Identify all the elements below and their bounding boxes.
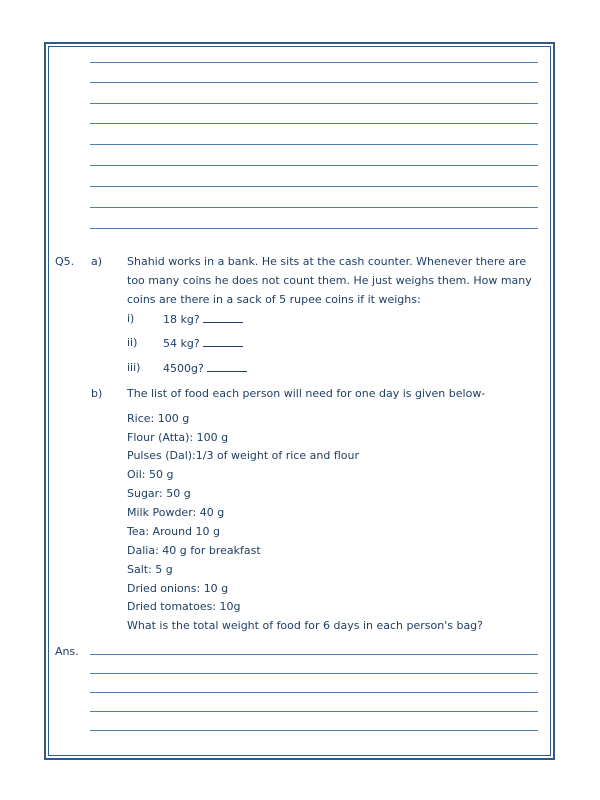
writing-line [90, 186, 538, 187]
sub-item-number: iii) [127, 361, 141, 374]
answer-label: Ans. [55, 645, 79, 658]
food-item: Tea: Around 10 g [127, 525, 220, 538]
food-item: Flour (Atta): 100 g [127, 431, 229, 444]
answer-line[interactable] [90, 654, 538, 655]
food-item: Rice: 100 g [127, 412, 190, 425]
answer-line[interactable] [90, 730, 538, 731]
food-item: Dalia: 40 g for breakfast [127, 544, 261, 557]
part-a-label: a) [91, 255, 103, 268]
food-item: Pulses (Dal):1/3 of weight of rice and flour [127, 449, 359, 462]
page-border-inner [48, 46, 551, 756]
sub-item-text: 54 kg? [163, 336, 243, 351]
writing-line [90, 103, 538, 104]
writing-line [90, 82, 538, 83]
sub-item-number: ii) [127, 336, 138, 349]
sub-item-text: 4500g? [163, 361, 247, 376]
part-b-question: What is the total weight of food for 6 days in each person's bag? [127, 619, 484, 632]
food-item: Milk Powder: 40 g [127, 506, 225, 519]
answer-blank[interactable] [203, 336, 243, 347]
food-item: Dried onions: 10 g [127, 582, 229, 595]
writing-line [90, 207, 538, 208]
food-item: Oil: 50 g [127, 468, 174, 481]
writing-line [90, 144, 538, 145]
writing-line [90, 62, 538, 63]
writing-line [90, 123, 538, 124]
food-item: Salt: 5 g [127, 563, 173, 576]
part-b-label: b) [91, 387, 103, 400]
answer-line[interactable] [90, 711, 538, 712]
answer-blank[interactable] [207, 361, 247, 372]
food-item: Sugar: 50 g [127, 487, 191, 500]
answer-line[interactable] [90, 673, 538, 674]
writing-line [90, 228, 538, 229]
sub-item-text: 18 kg? [163, 312, 243, 327]
question-number: Q5. [55, 255, 75, 268]
part-a-text: Shahid works in a bank. He sits at the cash counter. Whenever there are too many coins he does not count them. He just weighs them. How many coins are there in a sack of 5 rupee coins if it weighs: [127, 255, 532, 306]
part-b-intro: The list of food each person will need for one day is given below- [127, 387, 486, 400]
food-item: Dried tomatoes: 10g [127, 600, 241, 613]
writing-line [90, 165, 538, 166]
answer-line[interactable] [90, 692, 538, 693]
answer-blank[interactable] [203, 312, 243, 323]
sub-item-number: i) [127, 312, 135, 325]
